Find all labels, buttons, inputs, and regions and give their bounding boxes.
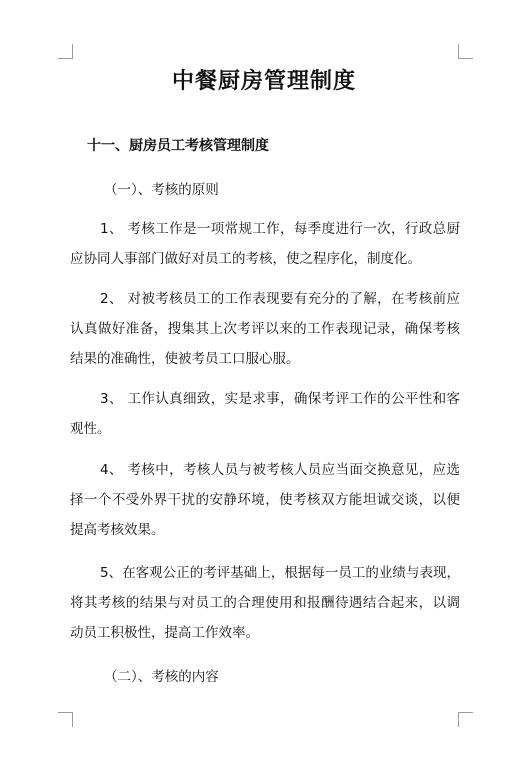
page-corner-mark-bottom-left — [58, 712, 73, 727]
subsection-heading-principles: （一）、考核的原则 — [104, 182, 219, 198]
paragraph-5: 5、在客观公正的考评基础上，根据每一员工的业绩与表现，将其考核的结果与对员工的合理使用和报酬待遇结合起来，以调动员工积极性，提高工作效率。 — [70, 565, 460, 641]
page-corner-mark-top-left — [58, 44, 73, 59]
subsection-heading-content: （二）、考核的内容 — [104, 669, 219, 685]
document-title: 中餐厨房管理制度 — [171, 68, 356, 94]
paragraph-4: 4、 考核中，考核人员与被考核人员应当面交换意见，应选择一个不受外界干扰的安静环境，使考核双方能坦诚交谈，以便提高考核效果。 — [70, 462, 460, 538]
paragraph-1: 1、 考核工作是一项常规工作，每季度进行一次，行政总厨应协同人事部门做好对员工的考核，使之程序化，制度化。 — [70, 221, 460, 267]
section-heading: 十一、厨房员工考核管理制度 — [87, 138, 269, 154]
page-corner-mark-top-right — [458, 44, 473, 59]
paragraph-3: 3、 工作认真细致，实是求事，确保考评工作的公平性和客观性。 — [70, 391, 460, 437]
page-corner-mark-bottom-right — [458, 712, 473, 727]
paragraph-2: 2、 对被考核员工的工作表现要有充分的了解，在考核前应认真做好准备，搜集其上次考评以来的工作表现记录，确保考核结果的准确性，使被考员工口服心服。 — [70, 291, 460, 367]
